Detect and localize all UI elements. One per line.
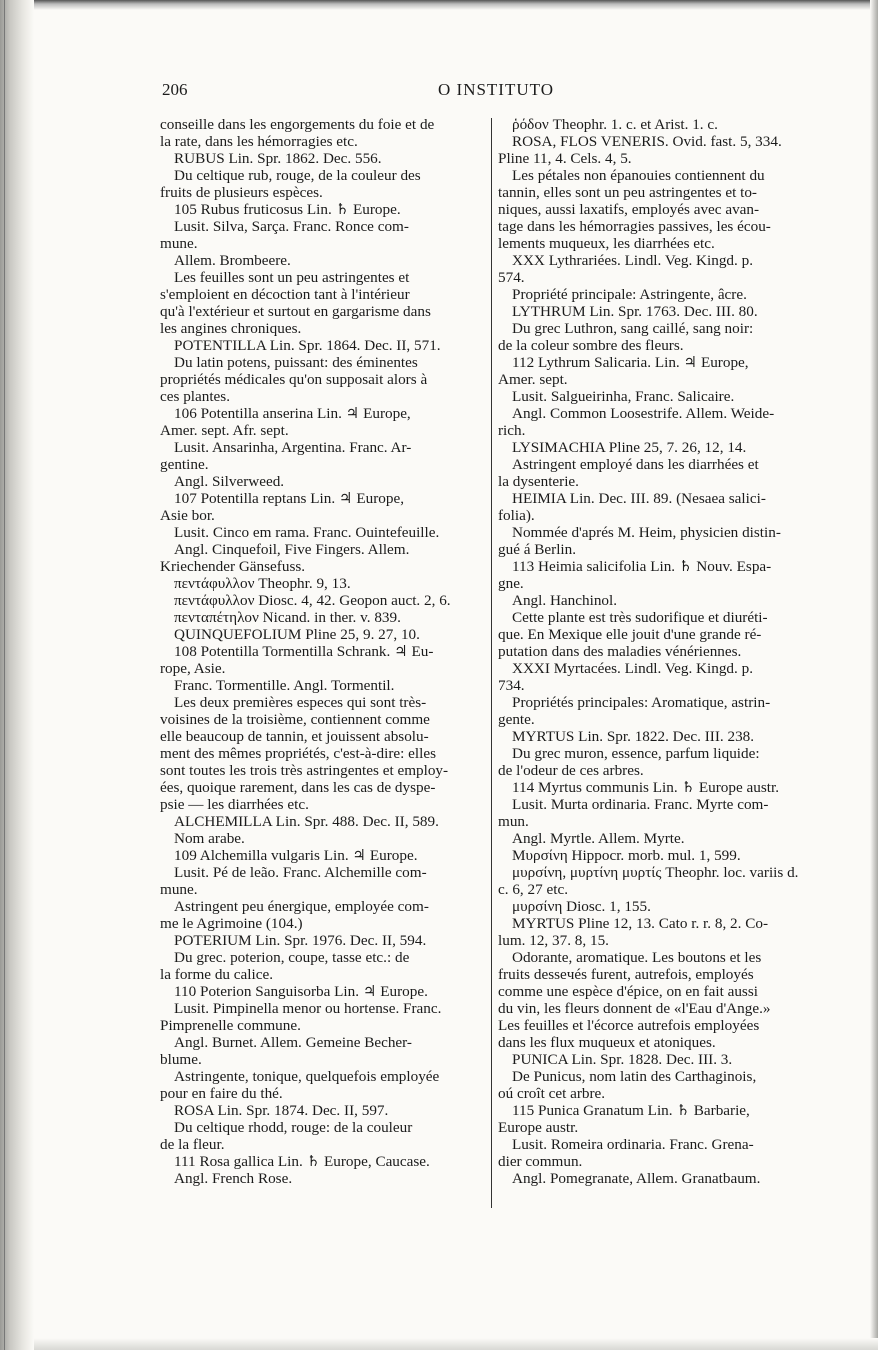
text-line: Angl. French Rose. xyxy=(174,1170,293,1187)
text-line: s'emploient en décoction tant à l'intérieur xyxy=(160,286,410,303)
text-line: MYRTUS Pline 12, 13. Cato r. r. 8, 2. Co- xyxy=(512,915,769,932)
text-line: de l'odeur de ces arbres. xyxy=(498,762,644,779)
text-line: Angl. Hanchinol. xyxy=(512,592,618,609)
text-line: πενταπέτηλον Nicand. in ther. v. 839. xyxy=(174,609,401,626)
text-line: Du grec. poterion, coupe, tasse etc.: de xyxy=(174,949,410,966)
text-line: la dysenterie. xyxy=(498,473,579,490)
text-line: Du celtique rub, rouge, de la couleur des xyxy=(174,167,421,184)
text-line: Du latin potens, puissant: des éminentes xyxy=(174,354,418,371)
text-line: 113 Heimia salicifolia Lin. ♄ Nouv. Espa- xyxy=(512,558,772,575)
text-line: Les pétales non épanouies contiennent du xyxy=(512,167,765,184)
text-line: 112 Lythrum Salicaria. Lin. ♃ Europe, xyxy=(512,354,749,371)
text-line: Lusit. Salgueirinha, Franc. Salicaire. xyxy=(512,388,735,405)
text-line: Μυρσίνη Hippocr. morb. mul. 1, 599. xyxy=(512,847,741,864)
text-line: putation dans des maladies vénériennes. xyxy=(498,643,742,660)
text-line: tannin, elles sont un peu astringentes et to- xyxy=(498,184,757,201)
text-line: gentine. xyxy=(160,456,209,473)
text-line: Cette plante est très sudorifique et diuréti- xyxy=(512,609,768,626)
text-line: Asie bor. xyxy=(160,507,215,524)
text-line: Amer. sept. xyxy=(498,371,568,388)
text-line: ces plantes. xyxy=(160,388,231,405)
page-right-edge xyxy=(870,0,878,1350)
text-line: MYRTUS Lin. Spr. 1822. Dec. III. 238. xyxy=(512,728,755,745)
text-line: mun. xyxy=(498,813,529,830)
text-line: ées, quoique rarement, dans les cas de dyspe- xyxy=(160,779,436,796)
text-line: lements muqueux, les diarrhées etc. xyxy=(498,235,715,252)
text-line: Angl. Burnet. Allem. Gemeine Becher- xyxy=(174,1034,412,1051)
text-line: 108 Potentilla Tormentilla Schrank. ♃ Eu- xyxy=(174,643,434,660)
text-line: Lusit. Pimpinella menor ou hortense. Franc. xyxy=(174,1000,442,1017)
text-line: ῥόδον Theophr. 1. c. et Arist. 1. c. xyxy=(512,116,718,133)
text-line: QUINQUEFOLIUM Pline 25, 9. 27, 10. xyxy=(174,626,420,643)
text-line: comme une espèce d'épice, on en fait aussi xyxy=(498,983,758,1000)
text-line: Les deux premières especes qui sont très- xyxy=(174,694,427,711)
text-line: dier commun. xyxy=(498,1153,583,1170)
journal-title: O INSTITUTO xyxy=(438,80,554,99)
text-line: ROSA Lin. Spr. 1874. Dec. II, 597. xyxy=(174,1102,389,1119)
text-line: πεντάφυλλον Diosc. 4, 42. Geopon auct. 2, 6. xyxy=(174,592,451,609)
text-line: Astringent employé dans les diarrhées et xyxy=(512,456,759,473)
text-line: μυρσίνη, μυρτίνη μυρτίς Theophr. loc. variis d. xyxy=(512,864,799,881)
text-line: Odorante, aromatique. Les boutons et les xyxy=(512,949,762,966)
text-line: sont toutes les trois très astringentes et employ- xyxy=(160,762,449,779)
text-line: 109 Alchemilla vulgaris Lin. ♃ Europe. xyxy=(174,847,418,864)
text-line: Du grec Luthron, sang caillé, sang noir: xyxy=(512,320,754,337)
text-line: 734. xyxy=(498,677,525,694)
text-line: rich. xyxy=(498,422,526,439)
text-line: fruits de plusieurs espèces. xyxy=(160,184,323,201)
text-line: Les feuilles sont un peu astringentes et xyxy=(174,269,410,286)
column-divider xyxy=(491,118,492,1208)
text-line: Propriété principale: Astringente, âcre. xyxy=(512,286,747,303)
text-line: rope, Asie. xyxy=(160,660,226,677)
left-text-column xyxy=(160,116,486,1187)
text-line: gente. xyxy=(498,711,535,728)
text-line: Pline 11, 4. Cels. 4, 5. xyxy=(498,150,632,167)
text-line: la forme du calice. xyxy=(160,966,274,983)
text-line: XXXI Myrtacées. Lindl. Veg. Kingd. p. xyxy=(512,660,753,677)
text-line: Lusit. Romeira ordinaria. Franc. Grena- xyxy=(512,1136,754,1153)
text-line: Amer. sept. Afr. sept. xyxy=(160,422,289,439)
text-line: la rate, dans les hémorragies etc. xyxy=(160,133,358,150)
text-line: Du grec muron, essence, parfum liquide: xyxy=(512,745,760,762)
text-line: c. 6, 27 etc. xyxy=(498,881,569,898)
text-line: Astringente, tonique, quelquefois employée xyxy=(174,1068,440,1085)
text-line: Angl. Cinquefoil, Five Fingers. Allem. xyxy=(174,541,410,558)
text-line: De Punicus, nom latin des Carthaginois, xyxy=(512,1068,757,1085)
text-line: qu'à l'extérieur et surtout en gargarisme dans xyxy=(160,303,431,320)
text-line: que. En Mexique elle jouit d'une grande ré- xyxy=(498,626,762,643)
page-bottom-edge xyxy=(34,1338,878,1350)
book-binding-edge xyxy=(0,0,34,1350)
text-line: Europe austr. xyxy=(498,1119,579,1136)
text-line: 107 Potentilla reptans Lin. ♃ Europe, xyxy=(174,490,404,507)
text-line: elle beaucoup de tannin, et jouissent absolu- xyxy=(160,728,429,745)
text-line: niques, aussi laxatifs, employés avec avan- xyxy=(498,201,760,218)
running-header xyxy=(162,80,822,104)
text-line: ALCHEMILLA Lin. Spr. 488. Dec. II, 589. xyxy=(174,813,439,830)
text-line: 106 Potentilla anserina Lin. ♃ Europe, xyxy=(174,405,411,422)
text-line: fruits desseчés furent, autrefois, employés xyxy=(498,966,754,983)
text-line: Lusit. Silva, Sarça. Franc. Ronce com- xyxy=(174,218,409,235)
text-line: Lusit. Cinco em rama. Franc. Ouintefeuille. xyxy=(174,524,440,541)
text-line: dans les flux muqueux et atoniques. xyxy=(498,1034,716,1051)
text-line: 110 Poterion Sanguisorba Lin. ♃ Europe. xyxy=(174,983,428,1000)
text-line: 574. xyxy=(498,269,525,286)
text-line: Lusit. Pé de leão. Franc. Alchemille com- xyxy=(174,864,427,881)
text-line: Nom arabe. xyxy=(174,830,245,847)
text-line: Allem. Brombeere. xyxy=(174,252,291,269)
text-line: 114 Myrtus communis Lin. ♄ Europe austr. xyxy=(512,779,779,796)
text-line: Angl. Myrtle. Allem. Myrte. xyxy=(512,830,685,847)
text-line: Franc. Tormentille. Angl. Tormentil. xyxy=(174,677,395,694)
text-line: LYSIMACHIA Pline 25, 7. 26, 12, 14. xyxy=(512,439,747,456)
text-line: pour en faire du thé. xyxy=(160,1085,283,1102)
text-line: mune. xyxy=(160,881,198,898)
text-line: πεντάφυλλον Theophr. 9, 13. xyxy=(174,575,351,592)
page-top-edge xyxy=(34,0,878,10)
text-line: Angl. Silverweed. xyxy=(174,473,285,490)
text-line: 105 Rubus fruticosus Lin. ♄ Europe. xyxy=(174,201,401,218)
text-line: POTENTILLA Lin. Spr. 1864. Dec. II, 571. xyxy=(174,337,441,354)
text-line: gué á Berlin. xyxy=(498,541,577,558)
text-line: ment des mêmes propriétés, c'est-à-dire: elles xyxy=(160,745,437,762)
text-line: Astringent peu énergique, employée com- xyxy=(174,898,429,915)
text-line: Angl. Pomegranate, Allem. Granatbaum. xyxy=(512,1170,761,1187)
text-line: Lusit. Ansarinha, Argentina. Franc. Ar- xyxy=(174,439,412,456)
text-line: XXX Lythrariées. Lindl. Veg. Kingd. p. xyxy=(512,252,753,269)
text-line: POTERIUM Lin. Spr. 1976. Dec. II, 594. xyxy=(174,932,427,949)
text-line: tage dans les hémorragies passives, les écou- xyxy=(498,218,771,235)
text-line: gne. xyxy=(498,575,524,592)
text-line: voisines de la troisième, contiennent comme xyxy=(160,711,430,728)
text-line: Lusit. Murta ordinaria. Franc. Myrte com- xyxy=(512,796,769,813)
page-number: 206 xyxy=(162,80,188,99)
text-line: Nommée d'aprés M. Heim, physicien distin- xyxy=(512,524,781,541)
text-line: RUBUS Lin. Spr. 1862. Dec. 556. xyxy=(174,150,382,167)
text-line: blume. xyxy=(160,1051,202,1068)
text-line: PUNICA Lin. Spr. 1828. Dec. III. 3. xyxy=(512,1051,733,1068)
text-line: Propriétés principales: Aromatique, astrin- xyxy=(512,694,771,711)
text-line: de la coleur sombre des fleurs. xyxy=(498,337,684,354)
text-line: 115 Punica Granatum Lin. ♄ Barbarie, xyxy=(512,1102,750,1119)
text-line: folia). xyxy=(498,507,535,524)
text-line: Du celtique rhodd, rouge: de la couleur xyxy=(174,1119,413,1136)
text-line: Pimprenelle commune. xyxy=(160,1017,301,1034)
text-line: mune. xyxy=(160,235,198,252)
text-line: oú croît cet arbre. xyxy=(498,1085,606,1102)
text-line: conseille dans les engorgements du foie et de xyxy=(160,116,435,133)
text-line: LYTHRUM Lin. Spr. 1763. Dec. III. 80. xyxy=(512,303,758,320)
text-line: HEIMIA Lin. Dec. III. 89. (Nesaea salici- xyxy=(512,490,766,507)
text-line: μυρσίνη Diosc. 1, 155. xyxy=(512,898,651,915)
text-line: du vin, les fleurs donnent de «l'Eau d'Ange.» xyxy=(498,1000,771,1017)
text-line: me le Agrimoine (104.) xyxy=(160,915,303,932)
text-line: Kriechender Gänsefuss. xyxy=(160,558,306,575)
text-line: Les feuilles et l'écorce autrefois employées xyxy=(498,1017,760,1034)
right-text-column xyxy=(498,116,824,1187)
text-line: propriétés médicales qu'on supposait alors à xyxy=(160,371,428,388)
text-line: psie — les diarrhées etc. xyxy=(160,796,309,813)
text-line: de la fleur. xyxy=(160,1136,225,1153)
text-line: les angines chroniques. xyxy=(160,320,302,337)
text-line: ROSA, FLOS VENERIS. Ovid. fast. 5, 334. xyxy=(512,133,782,150)
text-line: lum. 12, 37. 8, 15. xyxy=(498,932,609,949)
text-line: 111 Rosa gallica Lin. ♄ Europe, Caucase. xyxy=(174,1153,430,1170)
text-line: Angl. Common Loosestrife. Allem. Weide- xyxy=(512,405,775,422)
